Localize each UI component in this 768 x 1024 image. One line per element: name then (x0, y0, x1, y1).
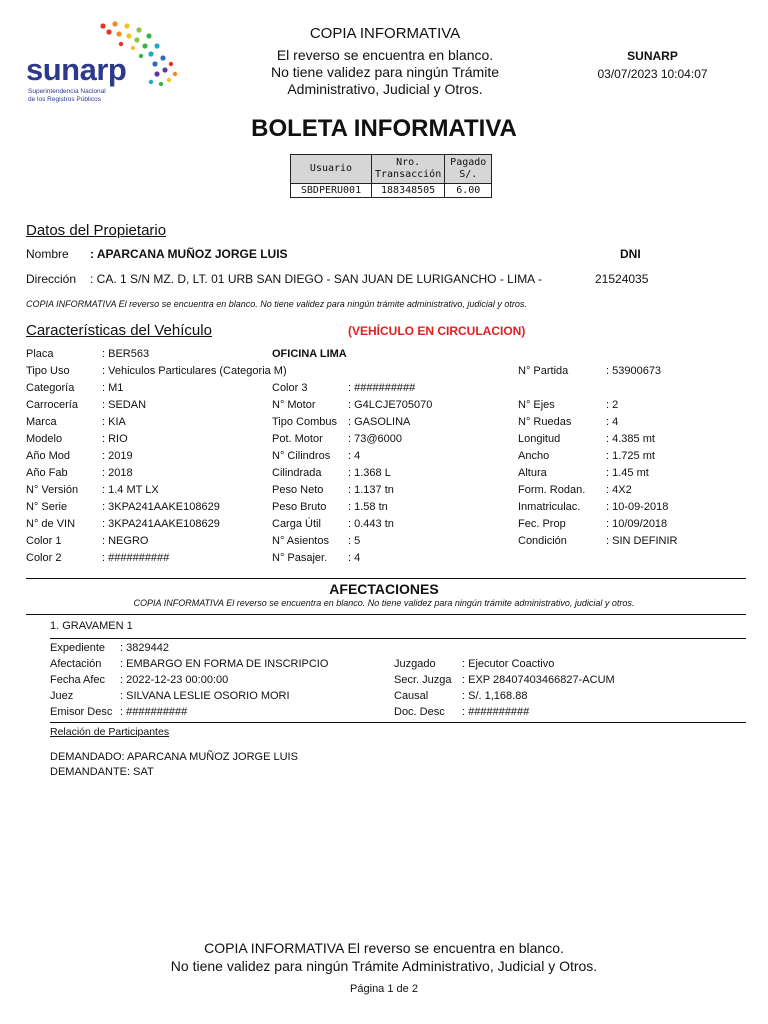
field-label: Carrocería (26, 399, 78, 411)
field-value: : GASOLINA (348, 416, 411, 428)
field-value: : 73@6000 (348, 433, 402, 445)
header-reverso-3: Administrativo, Judicial y Otros. (287, 81, 483, 97)
field-value: : 4X2 (606, 484, 632, 496)
field-label: Longitud (518, 433, 561, 445)
logo-subtitle-1: Superintendencia Nacional (28, 88, 106, 95)
field-label: Carga Útil (272, 518, 321, 530)
field-value: : 2022-12-23 00:00:00 (120, 674, 229, 686)
page-title: BOLETA INFORMATIVA (251, 115, 517, 142)
field-label: Marca (26, 416, 57, 428)
afectaciones-rule-2 (26, 614, 746, 615)
field-value: : 1.368 L (348, 467, 391, 479)
field-label: Juez (50, 690, 74, 702)
afectaciones-top-rule (26, 578, 746, 579)
field-label: Color 1 (26, 535, 62, 547)
gravamen-heading: 1. GRAVAMEN 1 (50, 620, 133, 632)
relacion-participantes: Relación de Participantes (50, 726, 170, 738)
field-label: N° Asientos (272, 535, 329, 547)
field-value: : 4 (348, 450, 361, 462)
transaction-pagado: 6.00 (445, 184, 492, 198)
transaction-table (290, 154, 492, 198)
field-value: : RIO (102, 433, 128, 445)
field-value: : 2019 (102, 450, 133, 462)
field-value: : 10/09/2018 (606, 518, 668, 530)
owner-dni-value: 21524035 (595, 272, 649, 286)
gravamen-bottom-rule (50, 722, 746, 723)
field-value: : BER563 (102, 348, 150, 360)
field-value: : 2 (606, 399, 619, 411)
afectaciones-note: COPIA INFORMATIVA El reverso se encuentra en blanco. No tiene validez para ningún trámite administrativo, judicial y otros. (133, 598, 635, 608)
field-label: Inmatriculac. (518, 501, 581, 513)
field-value: : 10-09-2018 (606, 501, 669, 513)
field-label: Altura (518, 467, 547, 479)
header-org: SUNARP (627, 49, 678, 63)
transaction-header-usuario: Usuario (291, 155, 372, 184)
header-reverso-2: No tiene validez para ningún Trámite (270, 64, 500, 80)
field-value: : G4LCJE705070 (348, 399, 433, 411)
field-label: Cilindrada (272, 467, 322, 479)
field-label: Placa (26, 348, 54, 360)
field-value: : M1 (102, 382, 124, 394)
field-label: N° Ruedas (518, 416, 572, 428)
field-value: : 3KPA241AAKE108629 (102, 501, 220, 513)
field-value: : SIN DEFINIR (606, 535, 678, 547)
field-label: Color 2 (26, 552, 62, 564)
field-value: : ########## (462, 706, 530, 718)
field-value: : KIA (102, 416, 126, 428)
field-value: : 3829442 (120, 642, 169, 654)
header-copia: COPIA INFORMATIVA (309, 25, 461, 42)
field-label: Categoría (26, 382, 75, 394)
demandado: DEMANDADO: APARCANA MUÑOZ JORGE LUIS (50, 751, 298, 763)
owner-direccion-label: Dirección (26, 272, 77, 286)
gravamen-rule (50, 638, 746, 639)
footer-line-1: COPIA INFORMATIVA El reverso se encuentra en blanco. (204, 940, 564, 956)
field-value: : SILVANA LESLIE OSORIO MORI (120, 690, 290, 702)
logo-wordmark: sunarp (26, 52, 127, 87)
field-label: Doc. Desc (394, 706, 445, 718)
transaction-usuario: SBDPERU001 (291, 184, 372, 198)
field-value: : EMBARGO EN FORMA DE INSCRIPCIO (120, 658, 329, 670)
field-value: : 5 (348, 535, 361, 547)
field-label: Tipo Combus (272, 416, 338, 428)
owner-note: COPIA INFORMATIVA El reverso se encuentra en blanco. No tiene validez para ningún trámite administrativo, judicial y otros. (26, 299, 527, 309)
field-label: N° Partida (518, 365, 569, 377)
field-value: : 2018 (102, 467, 133, 479)
field-label: Condición (518, 535, 567, 547)
field-label: Secr. Juzga (394, 674, 452, 686)
field-value: : Ejecutor Coactivo (462, 658, 555, 670)
field-label: Peso Bruto (272, 501, 327, 513)
field-value: : ########## (120, 706, 188, 718)
field-label: Pot. Motor (272, 433, 323, 445)
vehicle-oficina: OFICINA LIMA (272, 348, 347, 360)
owner-direccion-value: : CA. 1 S/N MZ. D, LT. 01 URB SAN DIEGO - SAN JUAN DE LURIGANCHO - LIMA - (90, 272, 542, 286)
field-value: : 3KPA241AAKE108629 (102, 518, 220, 530)
field-label: N° Serie (26, 501, 68, 513)
field-label: N° Ejes (518, 399, 555, 411)
field-value: : 1.4 MT LX (102, 484, 159, 496)
field-label: N° Cilindros (272, 450, 331, 462)
field-value: : ########## (348, 382, 416, 394)
field-value: : SEDAN (102, 399, 147, 411)
field-label: Color 3 (272, 382, 308, 394)
field-value: : ########## (102, 552, 170, 564)
field-label: Juzgado (394, 658, 436, 670)
vehicle-section-title: Características del Vehículo (26, 322, 212, 339)
transaction-header-nro: Nro. Transacción (372, 155, 445, 184)
vehicle-status: (VEHÍCULO EN CIRCULACION) (348, 324, 526, 338)
field-value: : 1.58 tn (348, 501, 388, 513)
field-label: N° Motor (272, 399, 316, 411)
field-value: : 1.137 tn (348, 484, 394, 496)
header-datetime: 03/07/2023 10:04:07 (597, 67, 708, 81)
demandante: DEMANDANTE: SAT (50, 766, 154, 778)
footer-line-2: No tiene validez para ningún Trámite Administrativo, Judicial y Otros. (170, 958, 598, 974)
field-value: : Vehiculos Particulares (Categoria M) (102, 365, 287, 377)
field-value: : 0.443 tn (348, 518, 394, 530)
logo-subtitle-2: de los Registros Públicos (28, 96, 101, 103)
field-label: Fec. Prop (518, 518, 566, 530)
field-label: Fecha Afec (50, 674, 106, 686)
owner-dni-label: DNI (620, 247, 641, 261)
field-value: : 53900673 (606, 365, 662, 377)
header-reverso-1: El reverso se encuentra en blanco. (276, 47, 494, 63)
field-label: Año Fab (26, 467, 68, 479)
field-value: : EXP 28407403466827-ACUM (462, 674, 615, 686)
field-label: Tipo Uso (26, 365, 70, 377)
field-value: : 1.45 mt (606, 467, 649, 479)
field-label: N° Pasajer. (272, 552, 328, 564)
field-value: : 4 (606, 416, 619, 428)
transaction-nro: 188348505 (372, 184, 445, 198)
field-value: : 1.725 mt (606, 450, 655, 462)
field-label: Afectación (50, 658, 102, 670)
field-label: Año Mod (26, 450, 71, 462)
transaction-header-row (291, 155, 492, 184)
field-label: Expediente (50, 642, 106, 654)
page-number: Página 1 de 2 (350, 983, 418, 995)
field-value: : 4 (348, 552, 361, 564)
transaction-value-row (291, 184, 492, 198)
field-label: Ancho (518, 450, 550, 462)
owner-section-title: Datos del Propietario (26, 222, 167, 239)
field-label: Form. Rodan. (518, 484, 586, 496)
transaction-header-pagado: Pagado S/. (445, 155, 492, 184)
field-label: Causal (394, 690, 429, 702)
field-label: N° de VIN (26, 518, 76, 530)
field-value: : S/. 1,168.88 (462, 690, 528, 702)
field-value: : 4.385 mt (606, 433, 655, 445)
field-label: Emisor Desc (50, 706, 113, 718)
field-label: Peso Neto (272, 484, 324, 496)
field-label: Modelo (26, 433, 63, 445)
owner-nombre-value: : APARCANA MUÑOZ JORGE LUIS (90, 247, 288, 261)
field-label: N° Versión (26, 484, 79, 496)
afectaciones-title: AFECTACIONES (329, 581, 439, 597)
owner-nombre-label: Nombre (26, 247, 69, 261)
field-value: : NEGRO (102, 535, 149, 547)
